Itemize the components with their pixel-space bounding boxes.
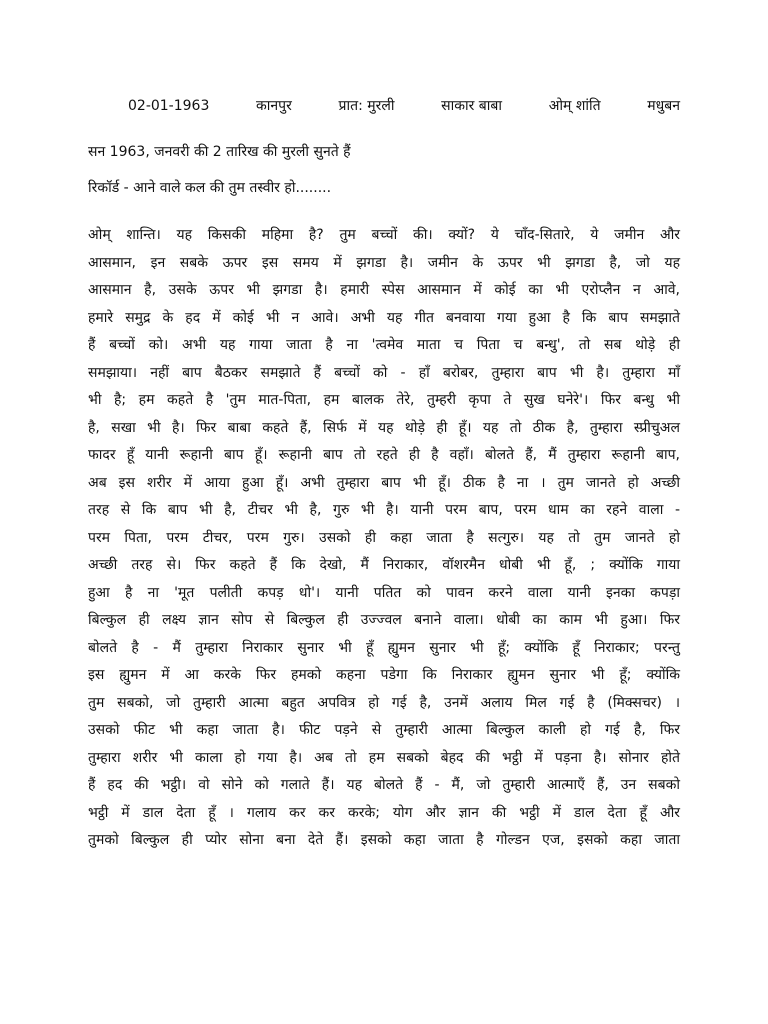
record-line: रिकॉर्ड - आने वाले कल की तुम तस्वीर हो........	[88, 180, 332, 196]
body-line: तुमको बिल्कुल ही प्योर सोना बना देते हैं। इसको कहा जाता है गोल्डन एज, इसको कहा जाता	[88, 832, 680, 848]
body-line: हैं हद की भट्ठी। वो सोने को गलाते हैं। यह बोलते हैं - मैं, जो तुम्हारी आत्माएँ हैं, उन सबको	[88, 777, 680, 793]
body-line: समझाया। नहीं बाप बैठकर समझाते हैं बच्चों को - हाँ बरोबर, तुम्हारा बाप भी है। तुम्हारा माँ	[88, 364, 680, 381]
body-line: अच्छी तरह से। फिर कहते हैं कि देखो, मैं निराकार, वॉशरमैन धोबी भी हूँ, ; क्योंकि गाया	[88, 557, 680, 573]
body-line: हमारे समुद्र के हद में कोई भी न आवे। अभी यह गीत बनवाया गया हुआ है कि बाप समझाते	[88, 309, 680, 326]
body-line: आसमान है, उसके ऊपर भी झगडा है। हमारी स्पेस आसमान में कोई का भी एरोप्लैन न आवे,	[88, 282, 680, 298]
body-line: ओम् शान्ति। यह किसकी महिमा है? तुम बच्चों की। क्यों? ये चाँद-सितारे, ये जमीन और	[88, 227, 680, 243]
body-line: उसको फीट भी कहा जाता है। फीट पड़ने से तुम्हारी आत्मा बिल्कुल काली हो गई है, फिर	[88, 722, 680, 738]
body-line: अब इस शरीर में आया हुआ हूँ। अभी तुम्हारा बाप भी हूँ। ठीक है ना । तुम जानते हो अच्छी	[88, 474, 680, 491]
document-page	[88, 92, 680, 855]
body-line: भी है; हम कहते है 'तुम मात-पिता, हम बालक तेरे, तुम्हरी कृपा ते सुख घनेरे'। फिर बन्धु भी	[88, 392, 680, 408]
body-line: बिल्कुल ही लक्ष्य ज्ञान सोप से बिल्कुल ही उज्ज्वल बनाने वाला। धोबी का काम भी हुआ। फिर	[88, 612, 680, 628]
header-greeting: ओम् शांति	[548, 98, 601, 114]
body-line: हुआ है ना 'मूत पलीती कपड़ धो'। यानी पतित को पावन करने वाला यानी इनका कपड़ा	[88, 584, 680, 601]
body-line: फादर हूँ यानी रूहानी बाप हूँ। रूहानी बाप तो रहते ही है वहाँ। बोलते हैं, मैं तुम्हारा रूहानी बाप,	[88, 447, 680, 463]
body-line: परम पिता, परम टीचर, परम गुरु। उसको ही कहा जाता है सत्गुरु। यह तो तुम जानते हो	[88, 529, 680, 546]
header-time: प्रात: मुरली	[338, 98, 395, 114]
header-speaker: साकार बाबा	[441, 98, 503, 114]
body-line: बोलते है - मैं तुम्हारा निराकार सुनार भी हूँ ह्युमन सुनार भी हूँ; क्योंकि हूँ निराकार; परन्तु	[88, 639, 680, 656]
body-line: है, सखा भी है। फिर बाबा कहते हैं, सिर्फ में यह थोड़े ही हूँ। यह तो ठीक है, तुम्हारा स्प्रीचुअल	[88, 419, 680, 436]
body-line: तुम्हारा शरीर भी काला हो गया है। अब तो हम सबको बेहद की भट्ठी में पड़ना है। सोनार होते	[88, 749, 680, 766]
body-line: तरह से कि बाप भी है, टीचर भी है, गुरु भी है। यानी परम बाप, परम धाम का रहने वाला -	[88, 502, 680, 518]
body-line: तुम सबको, जो तुम्हारी आत्मा बहुत अपवित्र हो गई है, उनमें अलाय मिल गई है (मिक्सचर) ।	[88, 694, 680, 711]
body-line: भट्ठी में डाल देता हूँ । गलाय कर कर करके; योग और ज्ञान की भट्ठी में डाल देता हूँ और	[88, 804, 680, 821]
body-line: हैं बच्चों को। अभी यह गाया जाता है ना 'त्वमेव माता च पिता च बन्धु', तो सब थोड़े ही	[88, 337, 680, 353]
body-line: इस ह्युमन में आ करके फिर हमको कहना पडेगा कि निराकार ह्युमन सुनार भी हूँ; क्योंकि	[88, 667, 680, 683]
murli-header	[88, 92, 680, 120]
header-location: मधुबन	[647, 98, 680, 114]
body-paragraph	[88, 222, 680, 855]
header-date: 02-01-1963	[128, 98, 210, 114]
intro-line: सन 1963, जनवरी की 2 तारिख की मुरली सुनते हैं	[88, 144, 351, 160]
body-line: आसमान, इन सबके ऊपर इस समय में झगडा है। जमीन के ऊपर भी झगडा है, जो यह	[88, 254, 680, 271]
header-place: कानपुर	[256, 98, 292, 114]
